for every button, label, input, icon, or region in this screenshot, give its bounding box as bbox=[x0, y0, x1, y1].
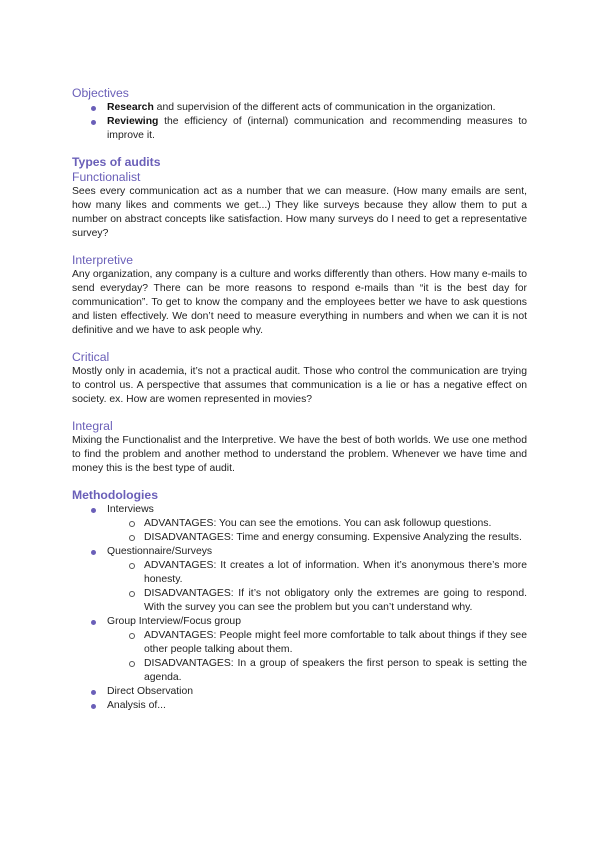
sub-list-item: DISADVANTAGES: If it’s not obligatory only the extremes are going to respond. With the survey you can see the problem but you can’t understand why. bbox=[72, 587, 527, 615]
sub-list-item: ADVANTAGES: You can see the emotions. You can ask followup questions. bbox=[72, 517, 527, 531]
methodologies-heading: Methodologies bbox=[72, 488, 158, 502]
sub-list-item: ADVANTAGES: It creates a lot of information. When it’s anonymous there’s more honesty. bbox=[72, 559, 527, 587]
item-text: the efficiency of (internal) communication and recommending measures to improve it. bbox=[107, 116, 527, 141]
document-page bbox=[72, 86, 527, 713]
list-item bbox=[72, 115, 527, 143]
sub-list-item: DISADVANTAGES: Time and energy consuming. Expensive Analyzing the results. bbox=[72, 531, 527, 545]
integral-text: Mixing the Functionalist and the Interpretive. We have the best of both worlds. We use one method to find the problem and another method to understand the problem. Whenever we have time and money this is the best type of audit. bbox=[72, 435, 527, 474]
critical-heading: Critical bbox=[72, 350, 110, 364]
list-item: Direct Observation bbox=[72, 685, 527, 699]
term: Reviewing bbox=[107, 116, 159, 127]
objectives-heading: Objectives bbox=[72, 86, 129, 100]
critical-text: Mostly only in academia, it’s not a practical audit. Those who control the communication are trying to control us. A perspective that assumes that communication is a lie or has a negative effect on society. ex. How are women represented in movies? bbox=[72, 366, 527, 405]
list-item: Group Interview/Focus group bbox=[72, 615, 527, 629]
objectives-list bbox=[72, 101, 527, 143]
sub-list-item: ADVANTAGES: People might feel more comfortable to talk about things if they see other people talking about them. bbox=[72, 629, 527, 657]
term: Research bbox=[107, 102, 154, 113]
integral-heading: Integral bbox=[72, 419, 113, 433]
list-item: Questionnaire/Surveys bbox=[72, 545, 527, 559]
list-item bbox=[72, 101, 527, 115]
list-item: Analysis of... bbox=[72, 699, 527, 713]
interpretive-text: Any organization, any company is a culture and works differently than others. How many e-mails to send everyday? There can be more reasons to respond e-mails than “it is the best day for communication”. To get to know the company and the employees better we have to ask questions and listen effectively. We don’t need to measure everything in numbers and when we can it is not definitive and we have to ask people why. bbox=[72, 269, 527, 336]
list-item: Interviews bbox=[72, 503, 527, 517]
types-heading: Types of audits bbox=[72, 155, 161, 169]
interpretive-heading: Interpretive bbox=[72, 253, 133, 267]
functionalist-heading: Functionalist bbox=[72, 170, 141, 184]
sub-list-item: DISADVANTAGES: In a group of speakers the first person to speak is setting the agenda. bbox=[72, 657, 527, 685]
functionalist-text: Sees every communication act as a number that we can measure. (How many emails are sent, how many likes and comments we get...) They like surveys because they allow them to put a number on abstract concepts like satisfaction. How many surveys do I need to get a representative survey? bbox=[72, 186, 527, 239]
methodologies-list bbox=[72, 503, 527, 713]
item-text: and supervision of the different acts of communication in the organization. bbox=[153, 102, 496, 113]
